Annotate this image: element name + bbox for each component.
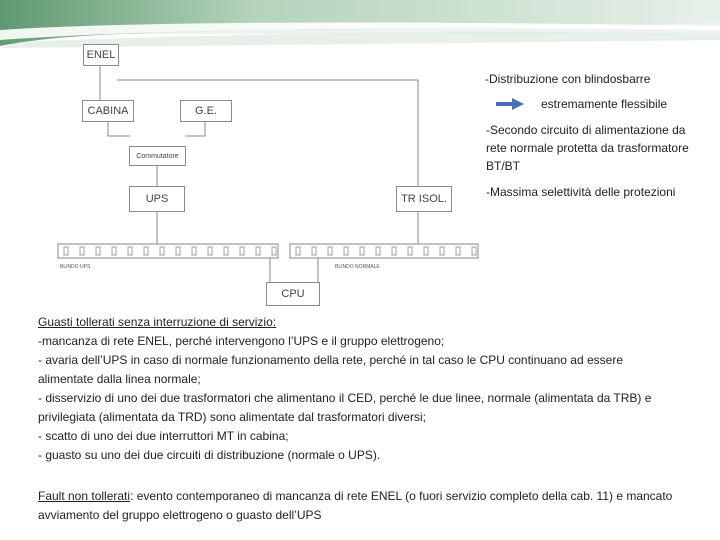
arrow-icon	[496, 98, 524, 110]
busbar-tap	[224, 247, 228, 255]
busbar-tap	[424, 247, 428, 255]
busbar-tap	[472, 247, 476, 255]
busbar-tap	[440, 247, 444, 255]
note-flessibile: estremamente flessibile	[541, 97, 668, 111]
busbar-ups	[58, 244, 278, 258]
busbar-tap	[408, 247, 412, 255]
busbar-tap	[208, 247, 212, 255]
busbar-tap	[360, 247, 364, 255]
note-secondo-circuito: -Secondo circuito di alimentazione da rete normale protetta da trasformatore BT/BT	[486, 123, 689, 173]
busbar-tap	[80, 247, 84, 255]
guasti-item: - avaria dell’UPS in caso di normale funzionamento della rete, perché in tal caso le CPU continuano ad essere alimentate dalla linea normale;	[38, 353, 623, 386]
busbar-tap	[256, 247, 260, 255]
busbar-tap	[296, 247, 300, 255]
fault-heading: Fault non tollerati	[38, 489, 131, 503]
guasti-section	[38, 313, 678, 465]
cabina-box: CABINA	[82, 100, 134, 122]
note-distribuzione: -Distribuzione con blindosbarre	[485, 72, 651, 86]
busbar-tap	[144, 247, 148, 255]
note-selettivita: -Massima selettività delle protezioni	[486, 185, 676, 199]
busbar-tap	[344, 247, 348, 255]
busbar-tap	[96, 247, 100, 255]
fault-paragraph	[38, 487, 678, 525]
tr-isol-box: TR ISOL.	[396, 186, 452, 212]
commutatore-box: Commutatore	[129, 146, 186, 166]
fault-text: : evento contemporaneo di mancanza di rete ENEL (o fuori servizio completo della cab. 11) e mancato avviamento del gruppo elettrogeno o guasto dell’UPS	[38, 489, 673, 522]
busbar-tap	[192, 247, 196, 255]
guasti-item: -mancanza di rete ENEL, perché intervengono l’UPS e il gruppo elettrogeno;	[38, 334, 445, 348]
ups-box: UPS	[129, 186, 185, 212]
busbar-tap	[376, 247, 380, 255]
guasti-item: - guasto su uno dei due circuiti di distribuzione (normale o UPS).	[38, 448, 381, 462]
busbar-tap	[456, 247, 460, 255]
busbar-tap	[272, 247, 276, 255]
busbar-tap	[312, 247, 316, 255]
busbar-tap	[112, 247, 116, 255]
guasti-item: - scatto di uno dei due interruttori MT in cabina;	[38, 429, 289, 443]
busbar-tap	[176, 247, 180, 255]
busbar-ups-label: BLINDO UPS	[60, 264, 91, 270]
busbar-tap	[328, 247, 332, 255]
fault-section	[38, 487, 678, 525]
busbar-tap	[240, 247, 244, 255]
guasti-item: - disservizio di uno dei due trasformatori che alimentano il CED, perché le due linee, normale (alimentata da TRB) e privilegiata (alimentata da TRD) sono alimentate dal trasformatori diversi;	[38, 391, 652, 424]
ge-box: G.E.	[180, 100, 232, 122]
busbar-tap	[160, 247, 164, 255]
busbar-tap	[64, 247, 68, 255]
guasti-heading: Guasti tollerati senza interruzione di servizio:	[38, 315, 277, 329]
enel-box: ENEL	[83, 44, 119, 66]
busbar-tap	[128, 247, 132, 255]
busbar-normale	[290, 244, 478, 258]
cpu-box: CPU	[266, 282, 320, 306]
busbar-tap	[392, 247, 396, 255]
busbar-normale-label: BLINDO NORMALE	[335, 264, 380, 270]
